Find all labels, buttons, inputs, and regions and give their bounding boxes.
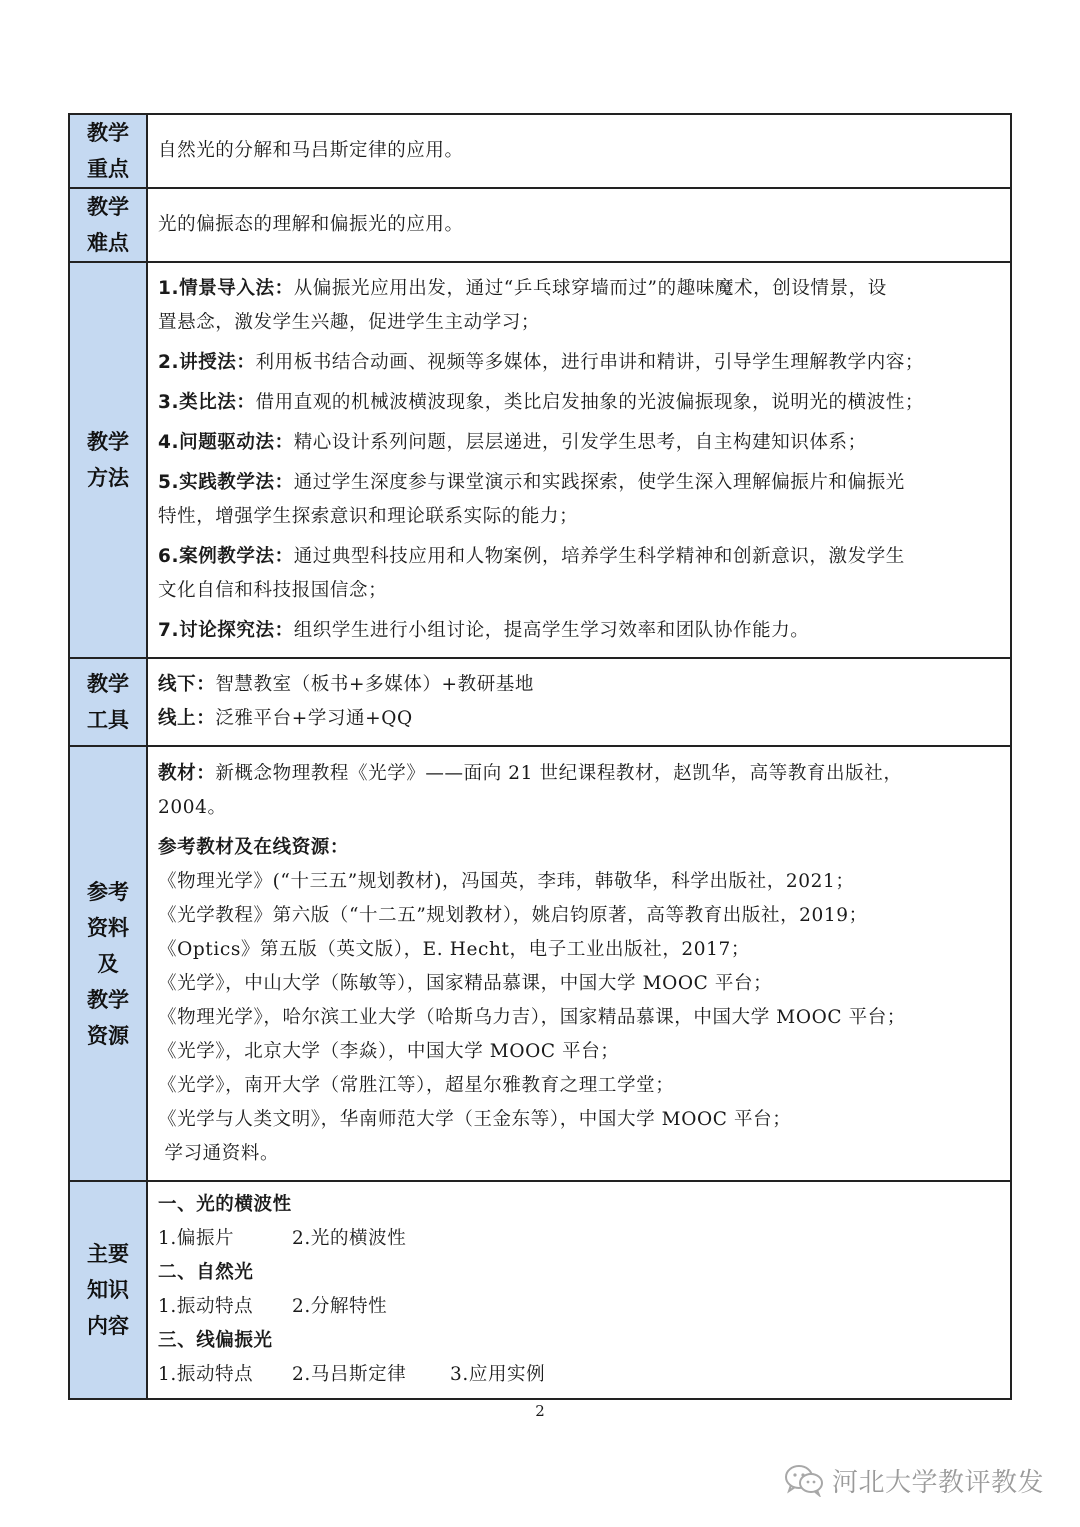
textbook-text: 2004。	[158, 796, 227, 818]
row-teaching-focus	[69, 114, 1011, 188]
reference-item: 《光学》，中山大学（陈敏等），国家精品慕课，中国大学 MOOC 平台；	[158, 972, 773, 994]
reference-item: 学习通资料。	[158, 1142, 280, 1164]
knowledge-section-title: 二、自然光	[158, 1262, 254, 1283]
label-line: 教学	[87, 121, 129, 145]
knowledge-subitem: 2.分解特性	[292, 1296, 388, 1317]
textbook-line	[158, 757, 1000, 791]
knowledge-subitems	[158, 1290, 1000, 1324]
textbook-title: 教材：	[158, 762, 216, 784]
method-item	[158, 346, 1000, 380]
page-number: 2	[535, 1402, 545, 1420]
method-title: 1.情景导入法：	[158, 278, 294, 299]
tools-offline-text: 智慧教室（板书+多媒体）+教研基地	[215, 674, 535, 695]
method-line	[158, 386, 1000, 420]
content-teaching-tools	[147, 658, 1011, 746]
method-text: 通过学生深度参与课堂演示和实践探索，使学生深入理解偏振片和偏振光	[293, 472, 905, 493]
label-line: 主要	[87, 1242, 129, 1266]
row-teaching-difficulty	[69, 188, 1011, 262]
knowledge-section-title: 三、线偏振光	[158, 1330, 273, 1351]
label-line: 难点	[87, 231, 129, 255]
method-text: 利用板书结合动画、视频等多媒体，进行串讲和精讲，引导学生理解教学内容；	[255, 352, 925, 373]
tools-online	[158, 702, 1000, 736]
knowledge-section-title: 一、光的横波性	[158, 1194, 292, 1215]
label-line: 知识	[87, 1278, 129, 1302]
label-line: 方法	[87, 466, 129, 490]
method-line	[158, 426, 1000, 460]
reference-item: 《光学教程》第六版（“十二五”规划教材），姚启钧原著，高等教育出版社，2019；	[158, 904, 868, 926]
method-text: 精心设计系列问题，层层递进，引发学生思考，自主构建知识体系；	[293, 432, 867, 453]
label-line: 资源	[87, 1023, 129, 1048]
label-line: 重点	[87, 157, 129, 181]
knowledge-subitems	[158, 1222, 1000, 1256]
reference-item: 《光学》，北京大学（李焱），中国大学 MOOC 平台；	[158, 1040, 620, 1062]
knowledge-subitem: 2.光的横波性	[292, 1228, 407, 1249]
watermark-text: 河北大学教评教发	[832, 1467, 1045, 1498]
content-main-knowledge	[147, 1181, 1011, 1399]
method-line	[158, 272, 1000, 306]
method-text: 从偏振光应用出发，通过“乒乓球穿墙而过”的趣味魔术，创设情景，设	[293, 278, 887, 299]
tools-offline-title: 线下：	[158, 674, 216, 695]
method-text: 文化自信和科技报国信念；	[158, 580, 388, 601]
method-item	[158, 386, 1000, 420]
method-text: 置悬念，激发学生兴趣，促进学生主动学习；	[158, 312, 541, 333]
label-line: 教学	[87, 430, 129, 454]
label-line: 教学	[87, 195, 129, 219]
label-main-knowledge	[69, 1181, 147, 1399]
method-title: 2.讲授法：	[158, 352, 256, 373]
method-line	[158, 346, 1000, 380]
method-item	[158, 540, 1000, 608]
method-line	[158, 540, 1000, 574]
row-teaching-tools	[69, 658, 1011, 746]
reference-heading	[158, 831, 1000, 865]
method-item	[158, 466, 1000, 534]
method-text: 借用直观的机械波横波现象，类比启发抽象的光波偏振现象，说明光的横波性；	[255, 392, 925, 413]
reference-item: 《物理光学》，哈尔滨工业大学（哈斯乌力吉），国家精品慕课，中国大学 MOOC 平台；	[158, 1006, 906, 1028]
reference-title: 参考教材及在线资源：	[158, 836, 350, 858]
content-teaching-focus	[147, 114, 1011, 188]
method-text: 通过典型科技应用和人物案例，培养学生科学精神和创新意识，激发学生	[293, 546, 905, 567]
lesson-plan-table	[68, 113, 1012, 1400]
method-title: 6.案例教学法：	[158, 546, 294, 567]
method-item	[158, 614, 1000, 648]
reference-item: 《Optics》第五版（英文版），E. Hecht，电子工业出版社，2017；	[158, 938, 751, 960]
content-teaching-difficulty	[147, 188, 1011, 262]
tools-online-title: 线上：	[158, 708, 216, 729]
row-main-knowledge	[69, 1181, 1011, 1399]
knowledge-subitem: 1.偏振片	[158, 1228, 235, 1249]
knowledge-subitem: 3.应用实例	[450, 1364, 546, 1385]
method-item	[158, 272, 1000, 340]
label-teaching-tools	[69, 658, 147, 746]
method-title: 5.实践教学法：	[158, 472, 294, 493]
content-teaching-methods	[147, 262, 1011, 658]
row-teaching-methods	[69, 262, 1011, 658]
label-line: 参考	[87, 879, 129, 904]
knowledge-subitem: 1.振动特点	[158, 1364, 254, 1385]
label-line: 及	[97, 951, 119, 976]
method-text: 组织学生进行小组讨论，提高学生学习效率和团队协作能力。	[293, 620, 810, 641]
content-references	[147, 746, 1011, 1181]
reference-item: 《光学》，南开大学（常胜江等），超星尔雅教育之理工学堂；	[158, 1074, 675, 1096]
method-text: 特性，增强学生探索意识和理论联系实际的能力；	[158, 506, 579, 527]
wechat-icon	[784, 1463, 824, 1497]
label-references	[69, 746, 147, 1181]
tools-online-text: 泛雅平台+学习通+QQ	[215, 708, 413, 729]
reference-item: 《物理光学》(“十三五”规划教材)，冯国英，李玮，韩敬华，科学出版社，2021；	[158, 870, 855, 892]
tools-offline	[158, 668, 1000, 702]
method-title: 7.讨论探究法：	[158, 620, 294, 641]
label-teaching-difficulty	[69, 188, 147, 262]
row-references	[69, 746, 1011, 1181]
difficulty-text: 光的偏振态的理解和偏振光的应用。	[158, 214, 464, 235]
knowledge-subitem: 2.马吕斯定律	[292, 1364, 407, 1385]
label-line: 资料	[87, 915, 129, 940]
label-line: 教学	[87, 672, 129, 696]
knowledge-subitem: 1.振动特点	[158, 1296, 254, 1317]
method-title: 3.类比法：	[158, 392, 256, 413]
label-teaching-focus	[69, 114, 147, 188]
method-title: 4.问题驱动法：	[158, 432, 294, 453]
textbook-text: 新概念物理教程《光学》——面向 21 世纪课程教材，赵凯华，高等教育出版社，	[215, 762, 903, 784]
method-line	[158, 466, 1000, 500]
label-line: 内容	[87, 1314, 129, 1338]
knowledge-subitems	[158, 1358, 1000, 1392]
label-teaching-methods	[69, 262, 147, 658]
method-item	[158, 426, 1000, 460]
focus-text: 自然光的分解和马吕斯定律的应用。	[158, 140, 464, 161]
label-line: 教学	[87, 987, 129, 1012]
reference-item: 《光学与人类文明》，华南师范大学（王金东等），中国大学 MOOC 平台；	[158, 1108, 792, 1130]
label-line: 工具	[87, 708, 129, 732]
method-line	[158, 614, 1000, 648]
watermark-footer	[784, 1458, 1044, 1502]
